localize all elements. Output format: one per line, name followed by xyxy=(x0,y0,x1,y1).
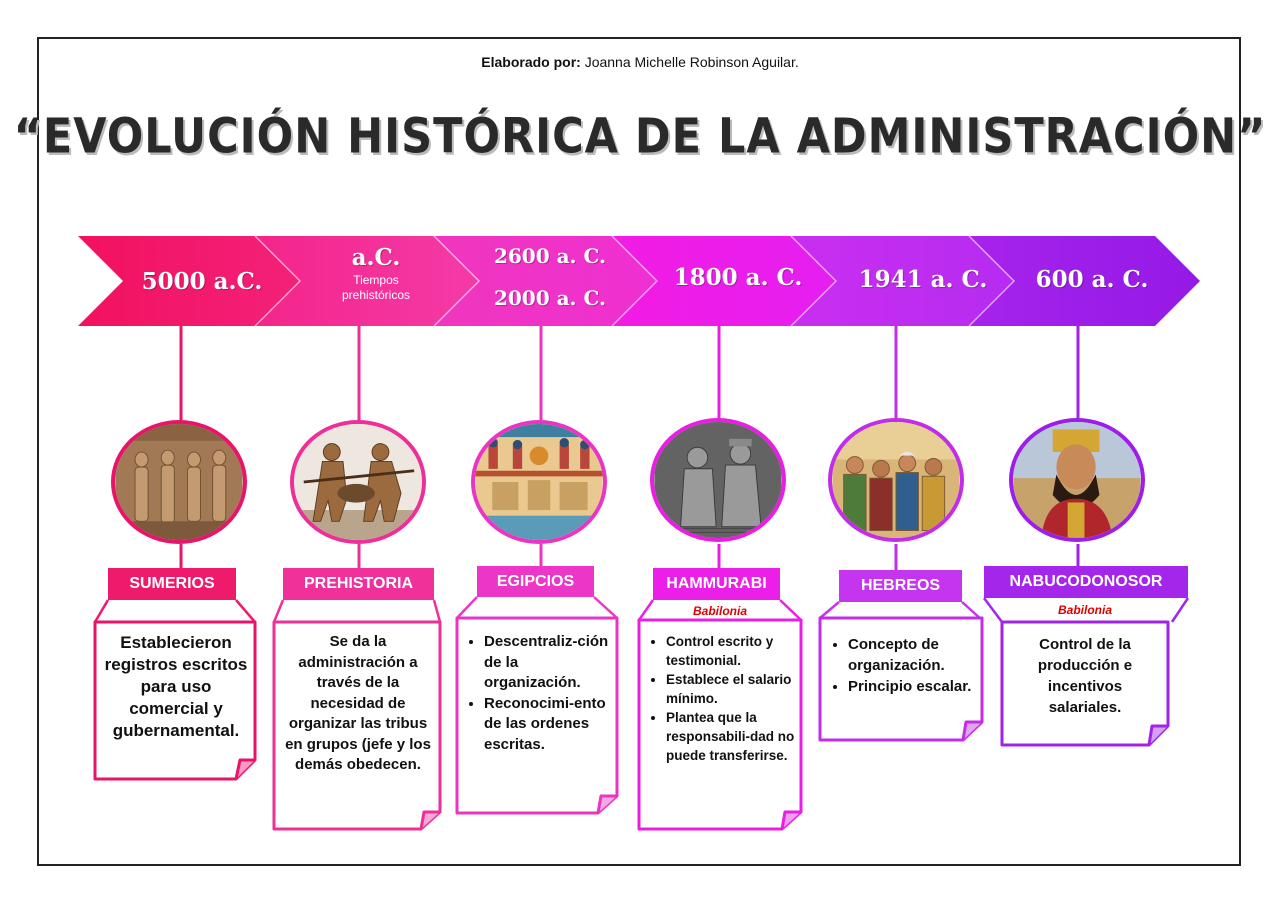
badge-hammurabi: HAMMURABI xyxy=(666,575,767,592)
page-title: “EVOLUCIÓN HISTÓRICA DE LA ADMINISTRACIÓN” xyxy=(13,109,1267,165)
bullet-list-egipcios xyxy=(462,632,612,755)
note-text-prehistoria: Se da la administración a través de la necesidad de organizar las tribus en grupos (jefe y los demás obedecen. xyxy=(285,633,431,773)
date-group-2 xyxy=(296,244,456,303)
sumerian-relief-image xyxy=(111,420,247,544)
badge-nabucodonosor: NABUCODONOSOR xyxy=(1009,573,1163,590)
date-label-6: 600 a. C. xyxy=(1035,266,1149,293)
bullet-item: • Reconocimi-ento de las ordenes escritas. xyxy=(484,694,612,756)
egyptian-mural-image xyxy=(471,420,607,544)
note-text-egipcios xyxy=(462,632,612,755)
nebuchadnezzar-portrait-image xyxy=(1009,418,1145,542)
hammurabi-stele-image xyxy=(650,418,786,542)
date-label-5: 1941 a. C. xyxy=(858,266,988,293)
date-label-2: a.C. xyxy=(351,244,401,271)
note-text-hebreos xyxy=(826,634,978,697)
date-label-1: 5000 a.C. xyxy=(141,268,263,295)
date-label-3b: 2000 a. C. xyxy=(493,286,607,310)
prehistoric-hunters-image xyxy=(290,420,426,544)
bullet-item: • Control escrito y testimonial. xyxy=(666,632,796,670)
bullet-item: • Descentraliz-ción de la organización. xyxy=(484,632,612,694)
date-label-4: 1800 a. C. xyxy=(673,264,803,291)
badge-hebreos: HEBREOS xyxy=(860,577,941,594)
subtitle-nabucodonosor: Babilonia xyxy=(1057,603,1112,617)
note-text-nabucodonosor: Control de la producción e incentivos salariales. xyxy=(1037,636,1133,716)
hebrew-people-image xyxy=(828,418,964,542)
bullet-list-hammurabi xyxy=(644,632,796,765)
date-group-3 xyxy=(470,244,630,310)
note-text-sumerios: Establecieron registros escritos para uso comercial y gubernamental. xyxy=(104,633,248,740)
author-name: Joanna Michelle Robinson Aguilar. xyxy=(580,54,799,70)
bullet-item: • Plantea que la responsabili-dad no puede transferirse. xyxy=(666,708,796,765)
bullet-item: • Concepto de organización. xyxy=(848,634,978,676)
badge-sumerios: SUMERIOS xyxy=(129,575,215,592)
author-label: Elaborado por: xyxy=(481,54,581,70)
subtitle-hammurabi: Babilonia xyxy=(692,604,747,618)
note-text-hammurabi xyxy=(644,632,796,798)
date-sublabel-2: Tiempos prehistóricos xyxy=(341,273,411,302)
date-label-3a: 2600 a. C. xyxy=(493,244,607,268)
bullet-list-hebreos xyxy=(826,634,978,697)
bullet-item: • Principio escalar. xyxy=(848,676,978,697)
badge-egipcios: EGIPCIOS xyxy=(496,573,575,590)
badge-prehistoria: PREHISTORIA xyxy=(303,575,414,592)
bullet-item: • Establece el salario mínimo. xyxy=(666,670,796,708)
